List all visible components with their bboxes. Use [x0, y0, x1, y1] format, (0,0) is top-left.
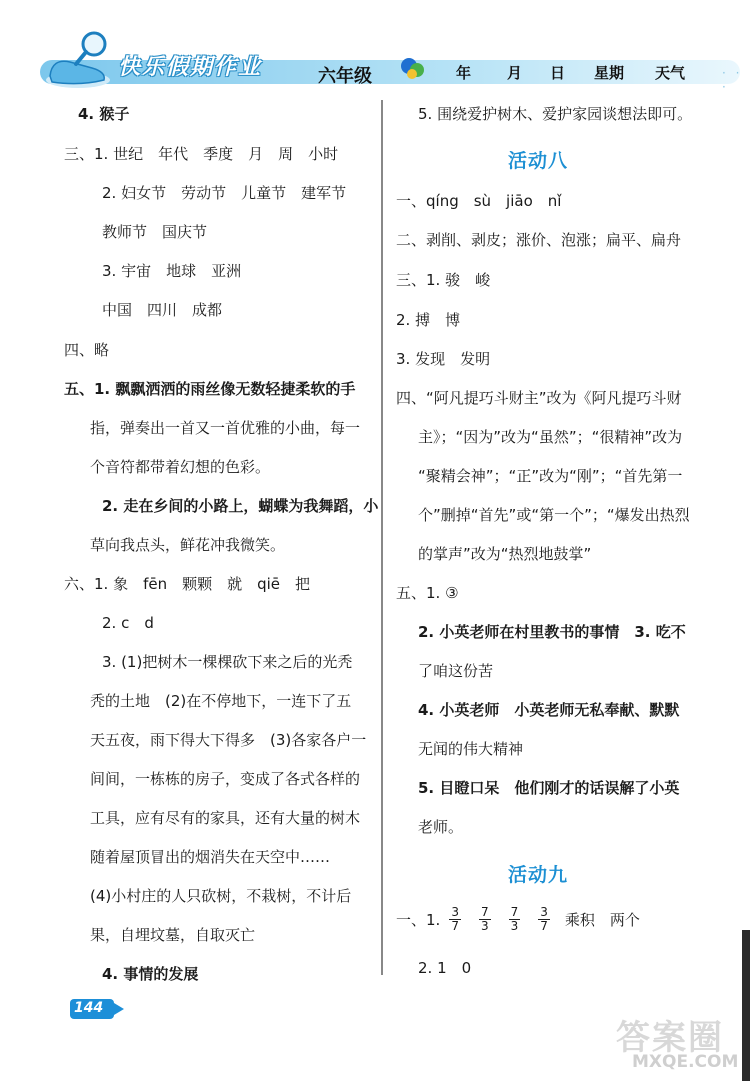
- answer-line: 2. 搏 博: [396, 311, 461, 329]
- fraction: [449, 906, 461, 933]
- weekday-field: 星期: [594, 64, 625, 82]
- answer-prefix: 一、1.: [396, 910, 441, 929]
- decorative-dots: · · ·: [722, 66, 743, 94]
- month-field: 月: [507, 64, 523, 82]
- answer-line: 2. 妇女节 劳动节 儿童节 建军节: [102, 184, 347, 202]
- balloon-icon: [400, 56, 426, 82]
- answer-line: 中国 四川 成都: [102, 301, 223, 319]
- answer-line: 四、略: [64, 341, 110, 359]
- answer-line: 五、1. ③: [396, 584, 459, 602]
- answer-line: 5. 围绕爱护树木、爱护家园谈想法即可。: [418, 105, 693, 123]
- page-number: 144: [74, 1000, 104, 1016]
- answer-line: 间间，一栋栋的房子，变成了各式各样的: [90, 770, 361, 788]
- answer-line: “聚精会神”；“正”改为“刚”；“首先第一: [418, 467, 683, 485]
- column-divider: [381, 100, 383, 975]
- answer-line: 五、1. 飘飘洒洒的雨丝像无数轻捷柔软的手: [64, 380, 356, 398]
- answer-line: 三、1. 骏 峻: [396, 271, 491, 289]
- answer-line: 草向我点头，鲜花冲我微笑。: [90, 536, 286, 554]
- answer-line: 了咱这份苦: [418, 662, 494, 680]
- answer-line: 天五夜，雨下得大下得多 (3)各家各户一: [90, 731, 367, 749]
- answer-line: 2. 1 0: [418, 959, 472, 977]
- fraction: [509, 906, 521, 933]
- fraction-denominator: 3: [510, 919, 519, 933]
- page-header: [0, 0, 750, 100]
- watermark-url: MXQE.COM: [632, 1052, 739, 1072]
- answer-line: 随着屋顶冒出的烟消失在天空中……: [90, 848, 331, 866]
- fraction-numerator: 3: [451, 905, 459, 919]
- answer-line: 4. 事情的发展: [102, 965, 199, 983]
- answer-line: 六、1. 象 fēn 颗颗 就 qiē 把: [64, 575, 311, 593]
- series-title: 快乐假期作业: [118, 55, 263, 80]
- scan-edge-shadow: [742, 930, 750, 1081]
- day-field: 日: [550, 64, 566, 82]
- answer-line: 4. 小英老师 小英老师无私奉献、默默: [418, 701, 680, 719]
- answer-line: 3. 发现 发明: [396, 350, 491, 368]
- fraction-numerator: 7: [510, 905, 519, 919]
- fraction-denominator: 7: [451, 919, 459, 933]
- answer-line: 老师。: [418, 818, 464, 836]
- magnifier-shoe-logo-icon: [40, 28, 120, 90]
- answer-line: 秃的土地 (2)在不停地下，一连下了五: [90, 692, 352, 710]
- fraction-numerator: 7: [480, 905, 489, 919]
- answer-line: 二、剥削、剥皮；涨价、泡涨；扁平、扁舟: [396, 231, 682, 249]
- answer-line: 四、“阿凡提巧斗财主”改为《阿凡提巧斗财: [396, 389, 682, 407]
- answer-line: 个”删掉“首先”或“第一个”；“爆发出热烈: [418, 506, 690, 524]
- answer-line: 一、qíng sù jiāo nǐ: [396, 192, 562, 210]
- grade-label: 六年级: [318, 66, 372, 87]
- answer-line: 个音符都带着幻想的色彩。: [90, 458, 271, 476]
- answer-line: 教师节 国庆节: [102, 223, 208, 241]
- answer-line: 指，弹奏出一首又一首优雅的小曲，每一: [90, 419, 361, 437]
- answer-line: 果，自埋坟墓，自取灭亡: [90, 926, 256, 944]
- answer-line: 工具，应有尽有的家具，还有大量的树木: [90, 809, 361, 827]
- answer-line: 3. (1)把树木一棵棵砍下来之后的光秃: [102, 653, 353, 671]
- answer-line: 无闻的伟大精神: [418, 740, 524, 758]
- fraction-denominator: 7: [540, 919, 548, 933]
- fraction: [538, 906, 550, 933]
- answer-line: 2. 小英老师在村里教书的事情 3. 吃不: [418, 623, 686, 641]
- answer-line: 主》；“因为”改为“虽然”；“很精神”改为: [418, 428, 683, 446]
- answer-line: 5. 目瞪口呆 他们刚才的话误解了小英: [418, 779, 680, 797]
- answer-line: (4)小村庄的人只砍树，不栽树，不计后: [90, 887, 352, 905]
- answer-line: 2. c d: [102, 614, 154, 632]
- section-title-activity-8: 活动八: [508, 150, 569, 172]
- fraction-denominator: 3: [480, 919, 489, 933]
- fraction-numerator: 3: [540, 905, 548, 919]
- answer-line: 2. 走在乡间的小路上，蝴蝶为我舞蹈，小: [102, 497, 379, 515]
- fraction: [479, 906, 491, 933]
- watermark-text: 答案圈: [616, 1018, 724, 1058]
- fraction-answer-line: [396, 906, 640, 933]
- answer-line: 4. 猴子: [78, 105, 130, 123]
- answer-line: 3. 宇宙 地球 亚洲: [102, 262, 242, 280]
- answer-suffix: 乘积 两个: [564, 910, 640, 929]
- weather-field: 天气: [655, 64, 686, 82]
- year-field: 年: [456, 64, 472, 82]
- section-title-activity-9: 活动九: [508, 864, 569, 886]
- answer-line: 的掌声”改为“热烈地鼓掌”: [418, 545, 592, 563]
- answer-line: 三、1. 世纪 年代 季度 月 周 小时: [64, 145, 339, 163]
